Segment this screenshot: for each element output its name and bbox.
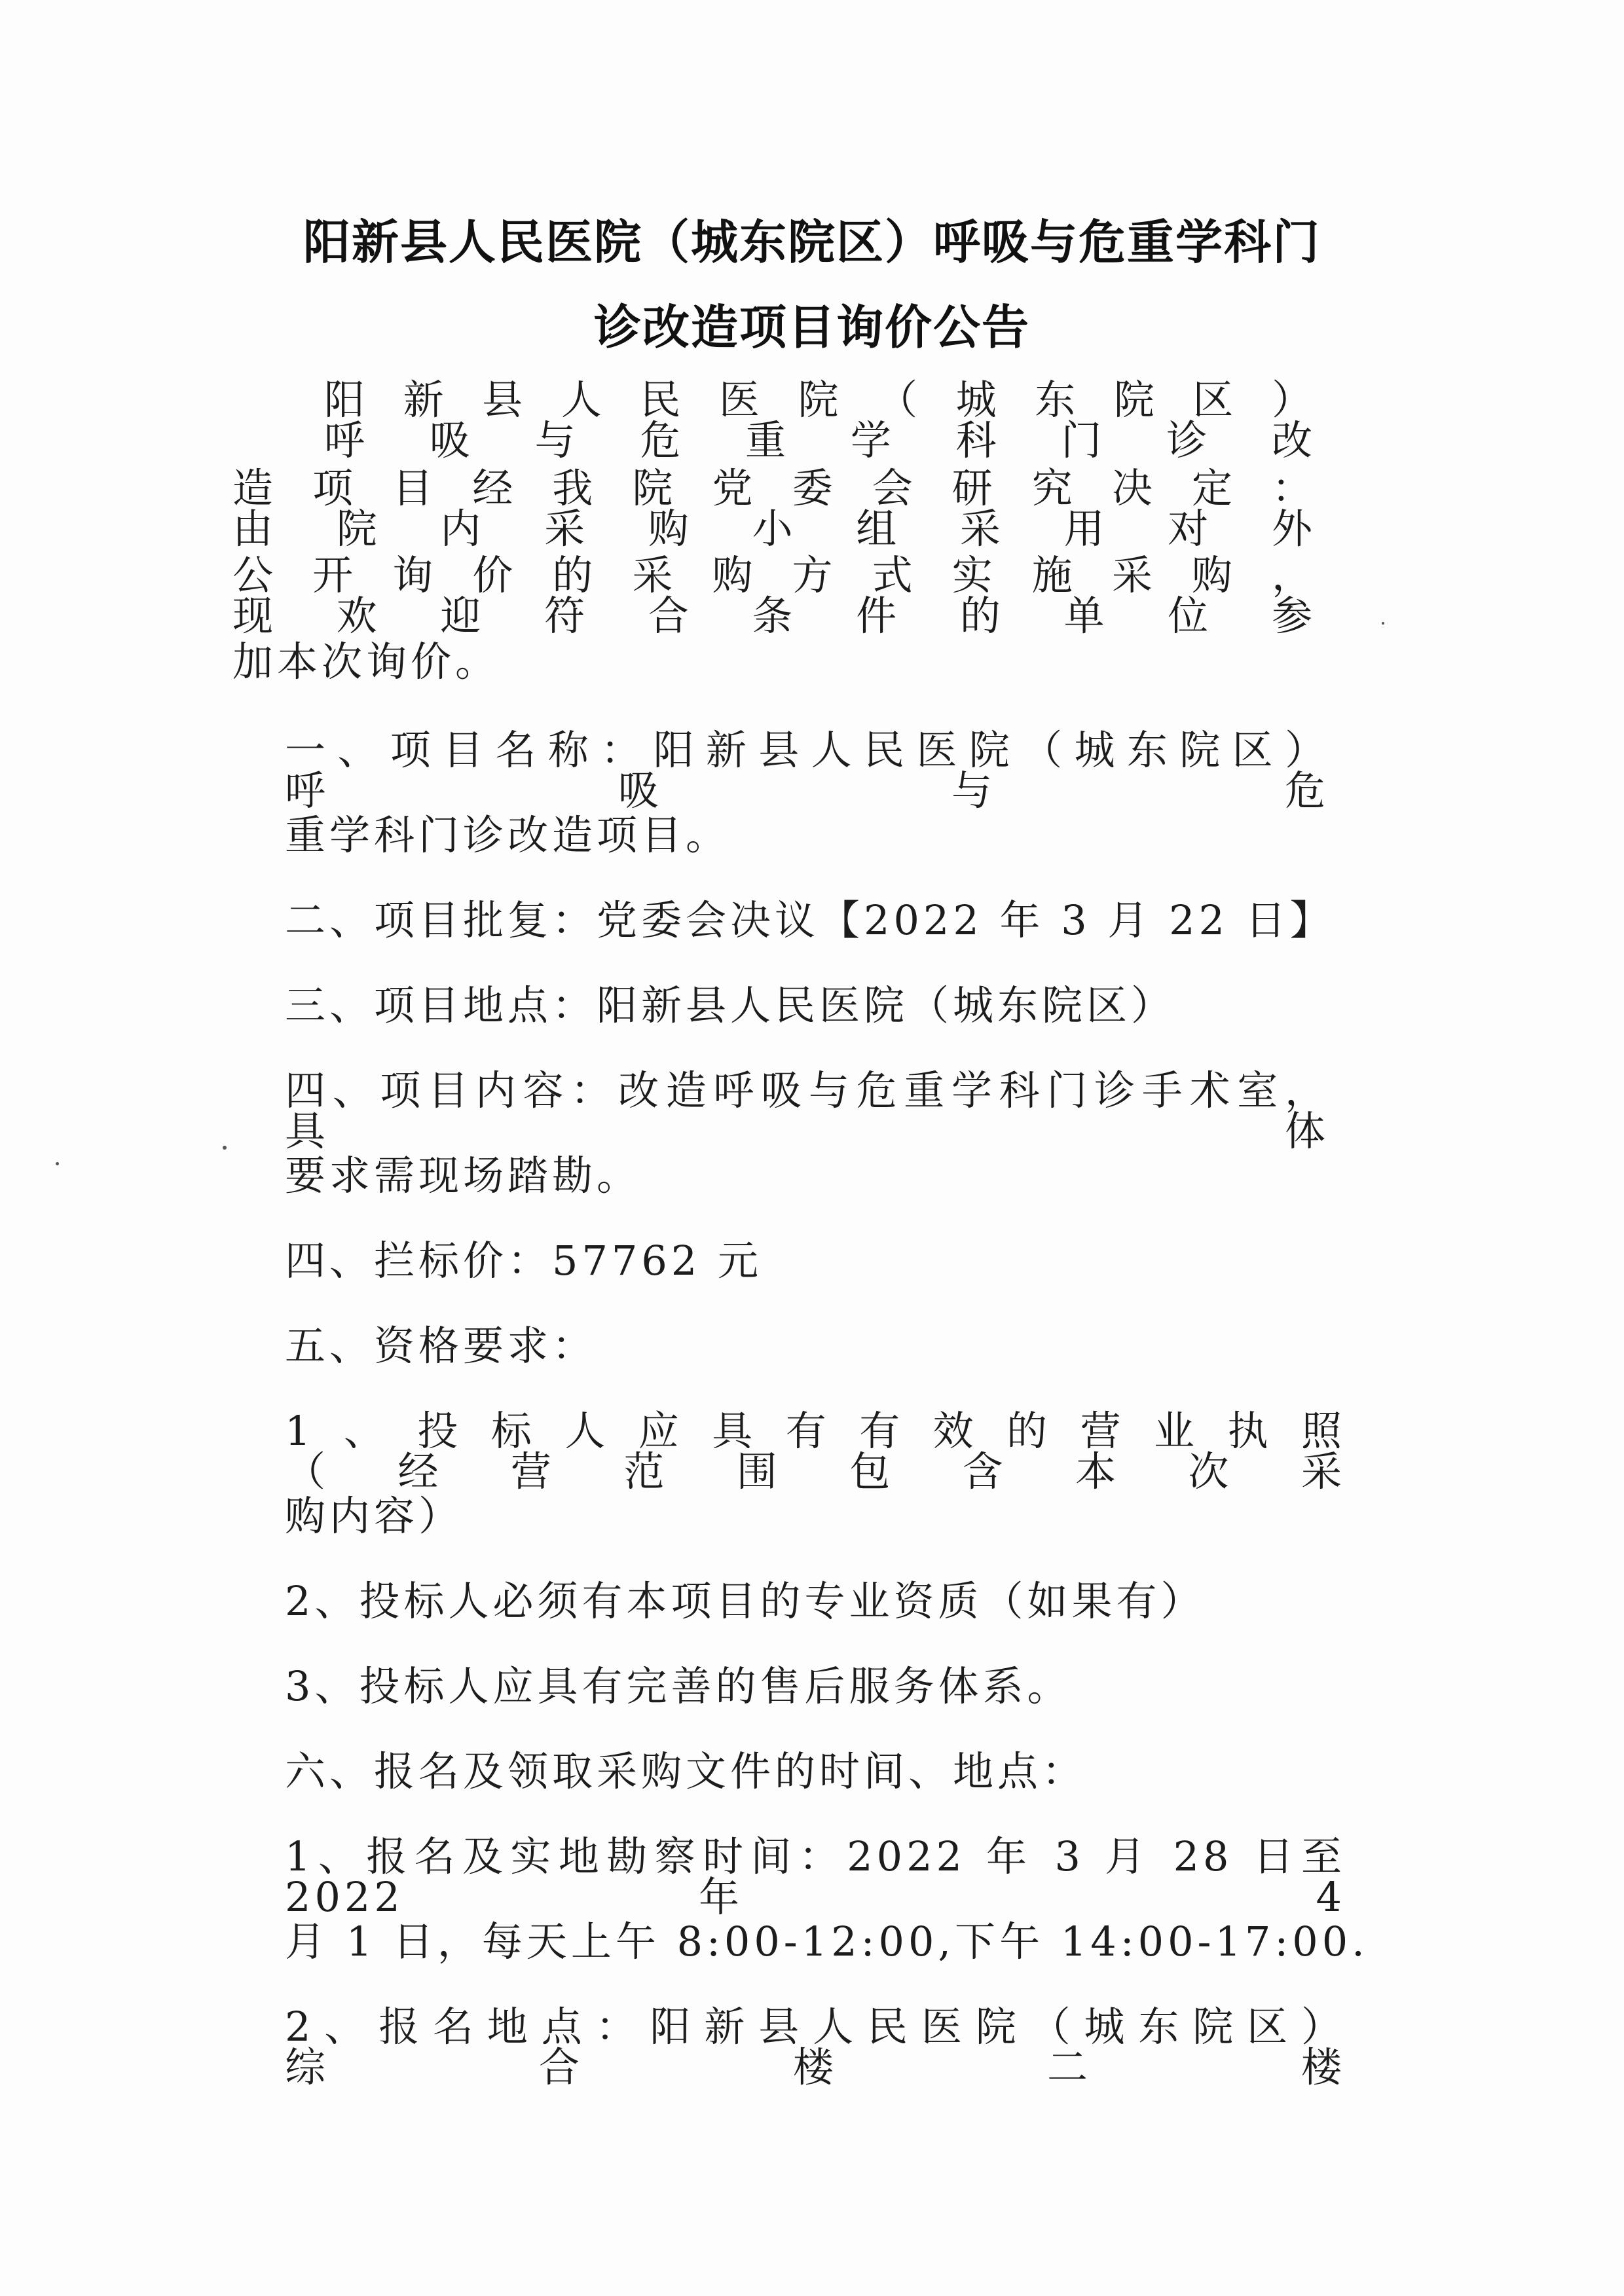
body-line: 1、报名及实地勘察时间：2022 年 3 月 28 日至 2022 年 4 — [285, 1832, 1346, 1921]
body-line: 公开询价的采购方式实施采购，现欢迎符合条件的单位参 — [232, 551, 1316, 640]
body-line: 四、拦标价：57762 元 — [285, 1237, 762, 1285]
scan-speck — [56, 1162, 59, 1165]
document-title-line-2: 诊改造项目询价公告 — [593, 300, 1030, 355]
body-line: 1、投标人应具有有效的营业执照（经营范围包含本次采 — [285, 1407, 1346, 1495]
body-line: 3、投标人应具有完善的售后服务体系。 — [285, 1662, 1072, 1710]
body-line: 月 1 日，每天上午 8:00-12:00,下午 14:00-17:00. — [285, 1918, 1369, 1965]
body-line: 购内容） — [285, 1492, 464, 1540]
body-line: 三、项目地点：阳新县人民医院（城东院区） — [285, 981, 1176, 1029]
body-line: 六、报名及领取采购文件的时间、地点： — [285, 1747, 1087, 1795]
body-line: 重学科门诊改造项目。 — [285, 811, 731, 859]
body-line: 要求需现场踏勘。 — [285, 1152, 642, 1199]
body-line: 加本次询价。 — [232, 638, 500, 685]
document-title-line-1: 阳新县人民医院（城东院区）呼吸与危重学科门 — [303, 215, 1321, 270]
body-line: 2、投标人必须有本项目的专业资质（如果有） — [285, 1577, 1206, 1625]
scan-speck — [223, 1146, 227, 1150]
body-line: 二、项目批复：党委会决议【2022 年 3 月 22 日】 — [285, 896, 1335, 944]
body-line: 四、项目内容：改造呼吸与危重学科门诊手术室，具体 — [285, 1066, 1329, 1155]
scan-speck — [1382, 622, 1384, 625]
body-line: 一、项目名称：阳新县人民医院（城东院区）呼吸与危 — [285, 726, 1329, 814]
body-line: 五、资格要求： — [285, 1322, 597, 1370]
body-line: 2、报名地点：阳新县人民医院（城东院区）综合楼二楼 — [285, 2003, 1346, 2091]
body-line: 阳新县人民医院（城东院区）呼吸与危重学科门诊改 — [324, 376, 1316, 464]
body-line: 造项目经我院党委会研究决定：由院内采购小组采用对外 — [232, 464, 1316, 553]
